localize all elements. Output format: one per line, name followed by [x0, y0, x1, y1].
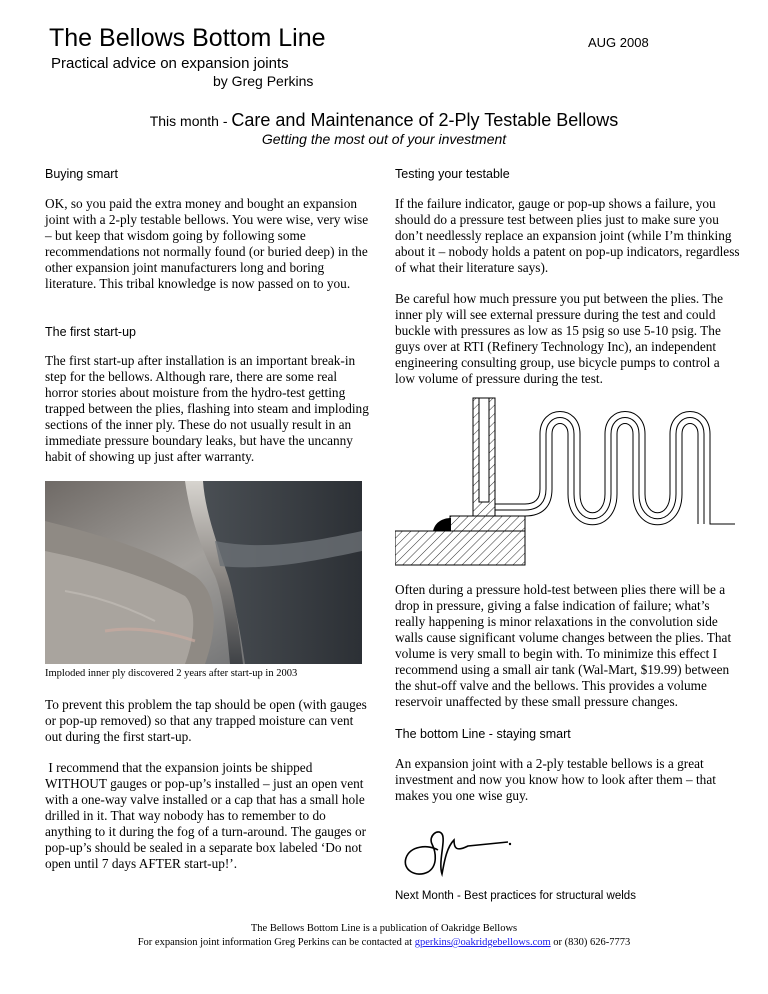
paragraph-testing: If the failure indicator, gauge or pop-up shows a failure, you should do a pressure test between plies just to make sure you don’t needlessly replace an expansion joint (while I’m thinking about it – nobody holds a patent on pop-up indicators, regardless of what their literature says). [395, 196, 740, 275]
newsletter-title: The Bellows Bottom Line [49, 24, 326, 52]
bellows-cross-section-diagram [395, 394, 740, 574]
headline-title: Care and Maintenance of 2-Ply Testable Bellows [231, 110, 619, 130]
imploded-ply-photo [45, 481, 362, 664]
section-heading-testing: Testing your testable [395, 167, 510, 181]
author-signature [398, 822, 538, 882]
section-heading-bottom-line: The bottom Line - staying smart [395, 727, 571, 741]
bellows-cross-section-drawing [395, 394, 740, 574]
footer-email-link[interactable]: gperkins@oakridgebellows.com [414, 937, 551, 948]
section-heading-buying: Buying smart [45, 167, 118, 181]
imploded-ply-photo-image [45, 481, 362, 664]
paragraph-hold-test: Often during a pressure hold-test between plies there will be a drop in pressure, giving a false indication of failure; what’s really happening is minor relaxations in the convolution side walls cause significant volume changes between the plies. That volume is very small to begin with. To minimize this effect I recommend using a small air tank (Wal-Mart, $19.99) between the shut-off valve and the bellows. This provides a volume reservoir unaffected by these small pressure changes. [395, 582, 732, 709]
paragraph-careful: Be careful how much pressure you put between the plies. The inner ply will see external pressure during the test and could buckle with pressures as low as 15 psig so use 5-10 psig. The guys over at RTI (Refinery Technology Inc), an independent engineering consulting group, use bicycle pumps to control a low volume of pressure during the test. [395, 291, 724, 386]
footer-contact-prefix: For expansion joint information Greg Perkins can be contacted at [137, 937, 415, 948]
paragraph-startup: The first start-up after installation is an important break-in step for the bellows. Although rare, there are some real horror stories about moisture from the hydro-test getting trapped between the plies, flashing into steam and imploding sections of the inner ply. These do not usually result in an immediate pressure boundary leaks, but have the uncanny habit of showing up just after warranty. [45, 353, 369, 464]
headline-tagline: Getting the most out of your investment [261, 131, 507, 147]
paragraph-recommend: I recommend that the expansion joints be shipped WITHOUT gauges or pop-up’s installed – just an open vent with a one-way valve installed or a cap that has a small hole drilled in it. That way nobody has to remember to do anything to it during the fog of a turn-around. The gauges or pop-up’s should be sealed in a separate box labeled ‘Do not open until 7 days AFTER start-up!’. [45, 760, 370, 871]
paragraph-bottom-line: An expansion joint with a 2-ply testable bellows is a great investment and now you know how to look after them – that makes you one wise guy. [395, 756, 716, 803]
byline: by Greg Perkins [213, 73, 314, 89]
issue-date: AUG 2008 [588, 35, 649, 50]
newsletter-subtitle: Practical advice on expansion joints [51, 55, 289, 72]
headline-lead: This month - [149, 113, 232, 129]
footer-contact-suffix: or (830) 626-7773 [550, 937, 631, 948]
paragraph-buying: OK, so you paid the extra money and bought an expansion joint with a 2-ply testable bellows. You were wise, very wise – but keep that wisdom going by following some recommendations not normally found (or buried deep) in the other expansion joint manufacturers long and boring literature. This tribal knowledge is now passed on to you. [45, 196, 369, 291]
next-month-teaser: Next Month - Best practices for structural welds [395, 890, 636, 902]
section-heading-startup: The first start-up [45, 325, 136, 339]
footer-contact-line [0, 936, 768, 950]
photo-caption: Imploded inner ply discovered 2 years after start-up in 2003 [45, 668, 298, 679]
signature-drawing [398, 822, 538, 882]
paragraph-prevent: To prevent this problem the tap should be open (with gauges or pop-up removed) so that any trapped moisture can vent out during the first start-up. [45, 697, 367, 744]
footer-publication-line: The Bellows Bottom Line is a publication of Oakridge Bellows [250, 923, 518, 934]
